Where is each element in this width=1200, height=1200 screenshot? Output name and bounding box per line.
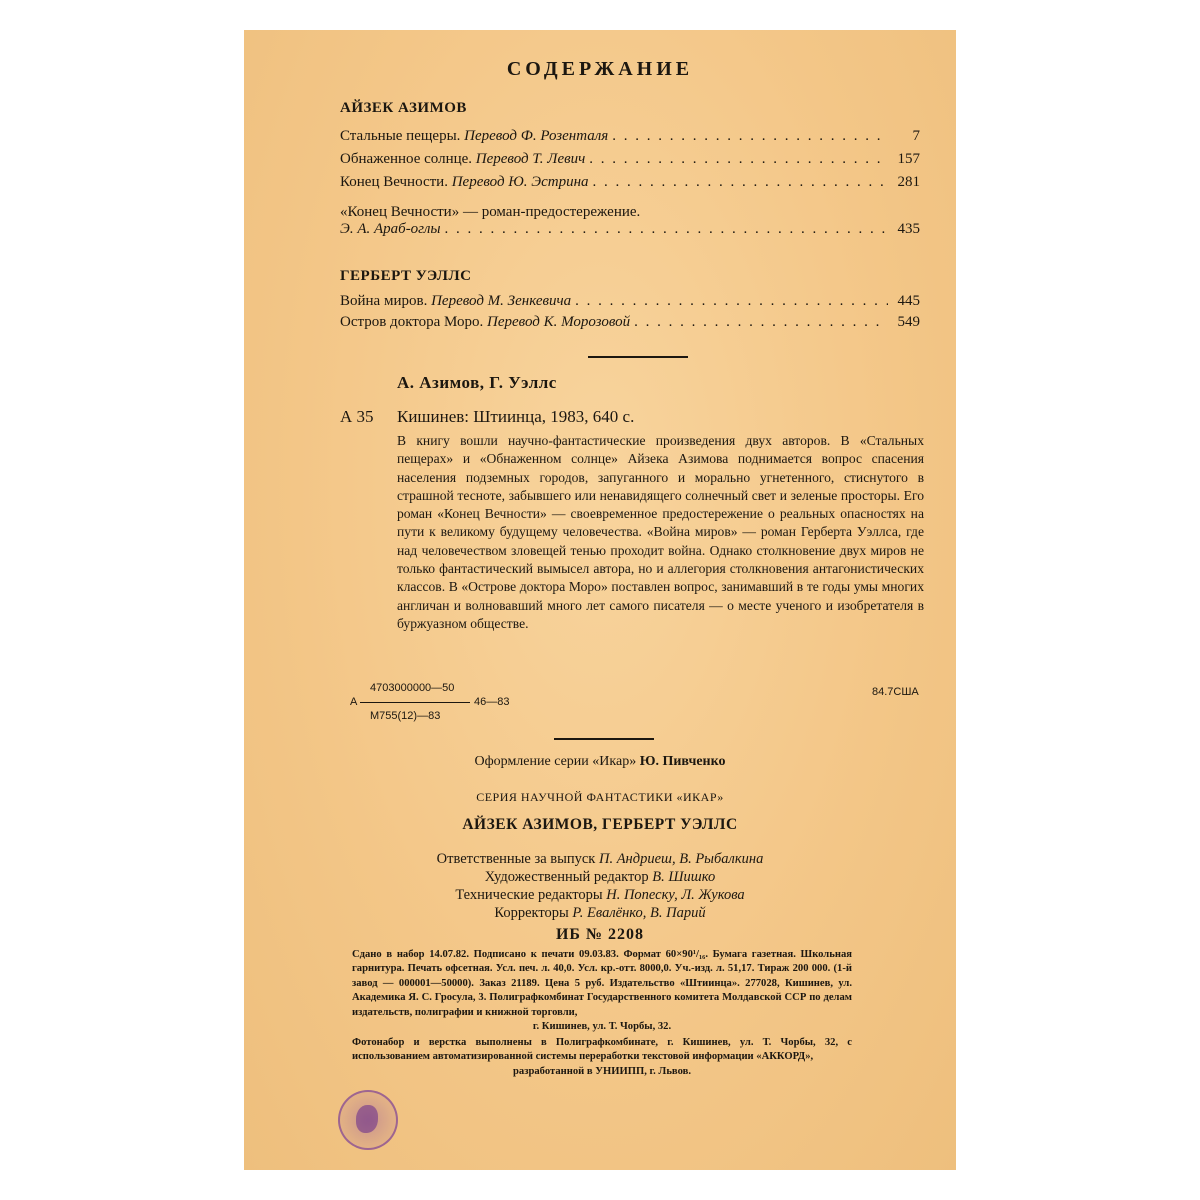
divider [588, 356, 688, 358]
toc-entry: Война миров. Перевод М. Зенкевича . . . 445 [340, 293, 920, 310]
annotation-text: В книгу вошли научно-фантастические произведения двух авторов. В «Стальных пещерах» и «Обнаженном солнце» Айзека Азимова поднимается вопрос спасения населения подземных городов, запуганного и морально угнетенного, стиснутого в страшной тесноте, забывшего или ненавидящего солнечный свет и зеленые просторы. Его роман «Конец Вечности» — своевременное предостережение о реальных опасностях на пути к великому будущему человечества. «Война миров» — роман Герберта Уэллса, где над человечеством зловещей тенью проходит война. Однако столкновение двух миров не только фантастический вымысел автора, но и аллегория столкновения антагонистических классов. В «Острове доктора Моро» поставлен вопрос, занимавший в те годы умы многих англичан и волновавший много лет самого писателя — о месте ученого и изобретателя в буржуазном обществе. [397, 433, 924, 631]
code-suffix: 46—83 [474, 696, 510, 708]
code-numerator: 4703000000—50 [370, 682, 455, 694]
bibliographic-authors: А. Азимов, Г. Уэллс [397, 373, 557, 392]
bibliographic-publication: Кишинев: Штиинца, 1983, 640 с. [397, 407, 635, 426]
code-prefix: А [350, 696, 358, 708]
book-page [244, 30, 956, 1170]
contents-author-wells: ГЕРБЕРТ УЭЛЛС [340, 268, 472, 284]
contents-title: СОДЕРЖАНИЕ [506, 58, 694, 80]
toc-page-number: 435 [897, 221, 920, 237]
credit-line: Художественный редактор В. Шишко [484, 869, 716, 885]
toc-entry: Стальные пещеры. Перевод Ф. Розенталя . . . 7 [340, 128, 920, 145]
series-name: СЕРИЯ НАУЧНОЙ ФАНТАСТИКИ «ИКАР» [476, 790, 724, 804]
code-denominator: М755(12)—83 [370, 710, 441, 722]
series-design: Оформление серии «Икар» Ю. Пивченко [474, 754, 726, 769]
bibliographic-index: А 35 [340, 407, 374, 426]
toc-entry: Э. А. Араб-оглы . . . 435 [340, 221, 920, 238]
library-stamp-icon [338, 1090, 398, 1150]
imprint-typesetting: Фотонабор и верстка выполнены в Полиграфкомбинате, г. Кишинев, ул. Т. Чорбы, 32, с использованием автоматизированной системы переработки текстовой информации «АККОРД», разработанной в УНИИПП, г. Львов. [352, 1037, 852, 1077]
book-authors: АЙЗЕК АЗИМОВ, ГЕРБЕРТ УЭЛЛС [462, 816, 738, 833]
contents-author-asimov: АЙЗЕК АЗИМОВ [340, 100, 467, 116]
divider [554, 738, 654, 740]
credit-line: Технические редакторы Н. Попеску, Л. Жукова [455, 887, 745, 903]
ib-number: ИБ № 2208 [555, 926, 645, 943]
toc-entry: Остров доктора Моро. Перевод К. Морозовой . . . 549 [340, 314, 920, 331]
toc-page-number: 445 [897, 293, 920, 309]
toc-entry: Конец Вечности. Перевод Ю. Эстрина . . . 281 [340, 174, 920, 191]
toc-page-number: 549 [897, 314, 920, 330]
toc-page-number: 7 [912, 128, 920, 144]
toc-page-number: 281 [897, 174, 920, 190]
classification-code: 84.7США [872, 686, 919, 698]
code-fraction-line [360, 702, 470, 703]
imprint-details: Сдано в набор 14.07.82. Подписано к печати 09.03.83. Формат 60×90¹/₁₆. Бумага газетная. Школьная гарнитура. Печать офсетная. Усл. печ. л. 40,0. Усл. кр.-отт. 8000,0. Уч.-изд. л. 51,17. Тираж 200 000. (1-й завод — 000001—50000). Заказ 21189. Цена 5 руб. Издательство «Штиинца». 277028, Кишинев, ул. Академика Я. С. Гросула, 3. Полиграфкомбинат Государственного комитета Молдавской ССР по делам издательств, полиграфии и книжной торговли, г. Кишинев, ул. Т. Чорбы, 32. [352, 949, 852, 1033]
credits-block [244, 850, 956, 922]
toc-essay-title: «Конец Вечности» — роман-предостережение. [340, 204, 641, 220]
credit-line: Ответственные за выпуск П. Андриеш, В. Рыбалкина [436, 851, 764, 867]
toc-entry: Обнаженное солнце. Перевод Т. Левич . . . 157 [340, 151, 920, 168]
credit-line: Корректоры Р. Евалёнко, В. Парий [494, 905, 706, 921]
toc-page-number: 157 [897, 151, 920, 167]
